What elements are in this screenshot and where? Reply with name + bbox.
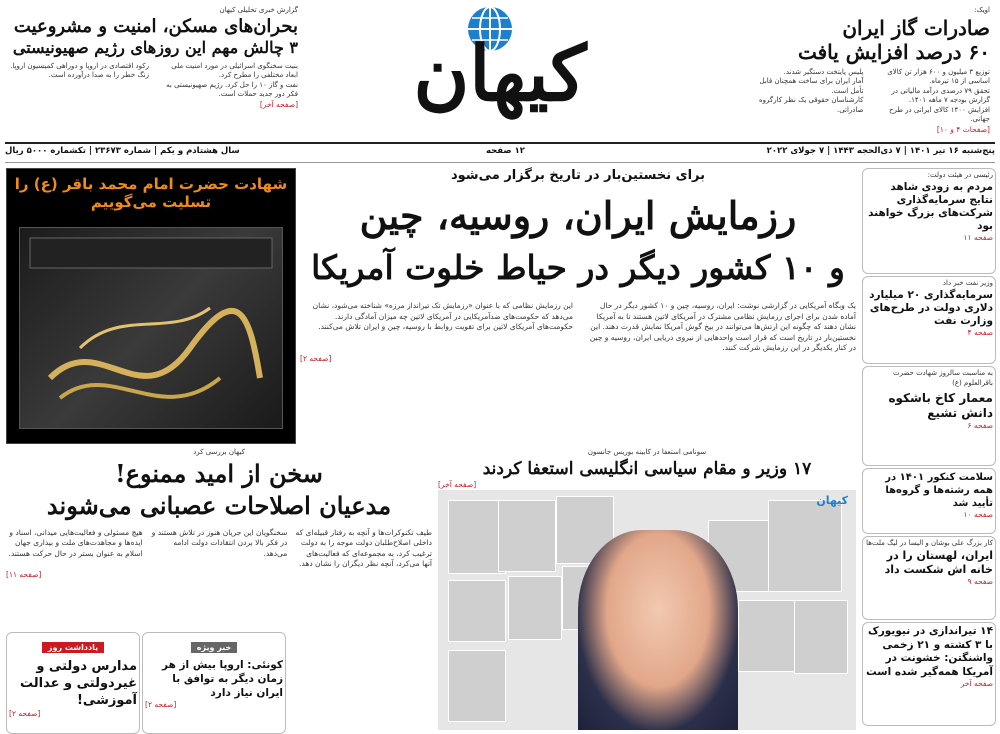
photo-logo: کیهان (816, 494, 848, 507)
issue-info: سال هشتادم و یکم | شماره ۲۳۶۷۳ | تکشماره ۵۰۰۰ ریال (5, 146, 240, 156)
top-right-story (745, 6, 990, 134)
logo-text: کیهان (413, 29, 587, 118)
reform-body (6, 528, 432, 570)
special-news-tag: خبر ویژه (191, 642, 237, 653)
uk-headline: ۱۷ وزیر و مقام سیاسی انگلیسی استعفا کردند (482, 458, 812, 479)
editorial-box[interactable] (6, 632, 140, 734)
sidebar-kicker: رئیسی در هیئت دولت: (927, 171, 993, 179)
reform-body-col-3: هیچ مسئولی و فعالیت‌هایی میدانی، اسناد و ایده‌ها و مجاهدت‌های ملت و بیداری جهان اسلام به عنوان بستر در حال حرکت هستند. (8, 527, 143, 558)
photo-minister (794, 600, 848, 674)
special-news-box[interactable] (142, 632, 286, 734)
story-title: صادرات گاز ایران (842, 15, 990, 40)
photo-minister (498, 500, 556, 572)
sidebar-title: سلامت کنکور ۱۴۰۱ در همه رشته‌ها و گروه‌ها تأیید شد (885, 472, 993, 509)
sidebar-title: معمار کاخ باشکوه دانش تشیع (888, 391, 993, 420)
sidebar-kicker: کار بزرگ علی بوشان و الیسا در لیگ ملت‌ها (866, 539, 993, 547)
photo-minister (738, 600, 796, 672)
reform-headline: سخن از امید ممنوع! (115, 458, 323, 488)
reform-body-col-1: طیف تکنوکرات‌ها و آنچه به رفتار قبیله‌ای که داخلی اصلاح‌طلبان دولت موجه را به دولت ترغیب کرد، به مجموعه‌ای که فعالیت‌های آنها می‌کرد، آنچه نظر دیگران را نشان دهد. (295, 527, 432, 568)
story-title-2: ۶۰ درصد افزایش یافت (797, 39, 990, 64)
date-rule (5, 162, 995, 163)
sidebar-ref: صفحه ۱۱ (963, 232, 993, 242)
page-count: ۱۲ صفحه (486, 146, 525, 156)
sidebar-story-5[interactable] (862, 536, 996, 620)
sidebar-title: سرمایه‌گذاری ۲۰ میلیارد دلاری دولت در طرح‌های وزارت نفت (869, 288, 993, 327)
reform-story (6, 448, 432, 579)
lead-ref: [صفحه ۲] (300, 353, 332, 363)
reform-ref: [صفحه ۱۱] (6, 569, 42, 579)
sidebar-story-3[interactable] (862, 366, 996, 466)
lead-body-col-2: این رزمایش نظامی که با عنوان «رزمایش تک تیرانداز مرزه» شناخته می‌شود، نشان می‌دهد که حکومت‌های ضدآمریکایی در آمریکای لاتین چه میزان آمادگی دارند. حکومت‌های آمریکای لاتین برای تقویت روابط با روسیه، چین و ایران تلاش می‌کنند. (312, 301, 573, 331)
sidebar-title: ایران، لهستان را در خانه اش شکست داد (884, 548, 993, 576)
obituary-title: شهادت حضرت امام محمد باقر (ع) را (14, 175, 288, 193)
sidebar-story-6[interactable] (862, 622, 996, 726)
date-bar (5, 146, 995, 160)
uk-ref: [صفحه آخر] (438, 479, 477, 489)
story-kicker: گزارش خبری تحلیلی کیهان (219, 6, 298, 14)
sidebar-ref: صفحه آخر (960, 679, 993, 688)
story-kicker: اویک: (974, 6, 990, 14)
story-ref: [صفحات ۴ و ۱۰] (936, 124, 990, 134)
lead-body (300, 301, 856, 354)
special-news-title: کونئی: اروپا بیش از هر زمان دیگر به توافق با ایران نیاز دارد (162, 659, 283, 699)
date-line: پنج‌شنبه ۱۶ تیر ۱۴۰۱ | ۷ ذی‌الحجه ۱۴۴۳ | ۷ جولای ۲۰۲۲ (766, 146, 995, 156)
reform-body-col-2: سخنگویان این جریان هنوز در تلاش هستند و در فکر بالا بردن انتقادات دولت ادامه می‌دهد. (151, 527, 288, 558)
editorial-tag: یادداشت روز (42, 642, 104, 653)
photo-minister (448, 580, 506, 642)
uk-photo-collage (438, 490, 856, 730)
top-rule (5, 142, 995, 144)
sidebar-kicker: وزیر نفت خبر داد (942, 279, 993, 287)
sidebar-ref: صفحه ۶ (967, 421, 993, 430)
reform-headline-2: مدعیان اصلاحات عصبانی می‌شوند (46, 490, 392, 520)
lead-kicker: برای نخستین‌بار در تاریخ برگزار می‌شود (450, 168, 706, 183)
obituary-panel (6, 168, 296, 444)
lead-headline: رزمایش ایران، روسیه، چین (359, 193, 797, 238)
editorial-ref: [صفحه ۲] (9, 709, 41, 718)
sidebar-story-2[interactable] (862, 276, 996, 364)
sidebar-ref: صفحه ۱۰ (963, 510, 993, 519)
lead-headline-2: و ۱۰ کشور دیگر در حیاط خلوت آمریکا (311, 248, 845, 287)
reform-kicker: کیهان بررسی کرد (193, 448, 245, 456)
photo-minister (768, 500, 842, 592)
photo-minister (508, 576, 562, 640)
photo-minister (448, 650, 506, 722)
editorial-title: مدارس دولتی و غیردولتی و عدالت آموزشی! (20, 659, 137, 708)
obituary-title-2: تسلیت می‌گوییم (90, 193, 212, 211)
right-sidebar (862, 168, 994, 730)
top-left-story (8, 6, 298, 109)
story-title: بحران‌های مسکن، امنیت و مشروعیت (13, 15, 298, 37)
story-ref: [صفحه آخر] (259, 99, 298, 109)
photo-main-figure (578, 530, 738, 730)
story-body: توزیع ۳ میلیون و ۶۰۰ هزار تن کالای اساسی از ۱۵ تیرماه. تحقق ۷۹ درصدی درآمد مالیاتی در گزارش بودجه ۷ ماهه ۱۴۰۱. افزایش ۱۴۰۰ کالای ایرانی در طرح جهانی. پلیس پایتخت دستگیر شدند. آمار ایران برای ساخت همچنان قابل تأمل است. کارشناسان حقوقی یک نظر کارگروه صادراتی. (758, 67, 990, 123)
sidebar-title: مردم به زودی شاهد نتایج سرمایه‌گذاری شرکت‌های بزرگ خواهند بود (868, 180, 993, 232)
special-news-ref: [صفحه ۲] (145, 700, 177, 709)
sidebar-story-1[interactable] (862, 168, 996, 274)
uk-kicker: سونامی استعفا در کابینه بوریس جانسون (587, 448, 707, 456)
sidebar-title: ۱۴ تیراندازی در نیویورک با ۳ کشته و ۲۱ زخمی واشنگتن: خشونت در آمریکا همه‌گیر شده است (866, 625, 993, 678)
lead-story (300, 168, 856, 363)
sidebar-ref: صفحه ۹ (967, 576, 993, 586)
sidebar-story-4[interactable] (862, 468, 996, 534)
newspaper-logo (355, 4, 645, 124)
calligraphy-image (19, 227, 283, 429)
sidebar-kicker: به مناسبت سالروز شهادت حضرت باقرالعلوم (ع) (893, 369, 993, 387)
story-title-2: ۳ چالش مهم این روزهای رژیم صهیونیستی (12, 37, 298, 57)
sidebar-ref: صفحه ۴ (967, 327, 993, 337)
story-body: بنیت سخنگوی اسرائیلی در مورد امنیت ملی ابعاد مختلفی را مطرح کرد. نفت و گاز ۱۰ را حل کرد. رژیم صهیونیستی به فکر دور جدید حملات است. رکود اقتصادی در اروپا و دوراهی کمیسیون اروپا. زنگ خطر را به صدا درآورده است. (10, 61, 298, 98)
uk-story (438, 448, 856, 489)
lead-body-col-1: یک وبگاه آمریکایی در گزارشی نوشت: ایران، روسیه، چین و ۱۰ کشور دیگر در حال آماده شدن برای اجرای رزمایش نظامی مشترک در آمریکای لاتین هستند تا به آمریکا نشان دهند که چگونه این ارتش‌ها می‌توانند در بیخ گوش آمریکا نمایش قدرت دهند. این نخستین‌بار در تاریخ است که قرار است واحدهایی از نیروی دریایی ایران، روسیه و چین در کنار یکدیگر در این رزمایش شرکت کنند. (589, 301, 856, 352)
